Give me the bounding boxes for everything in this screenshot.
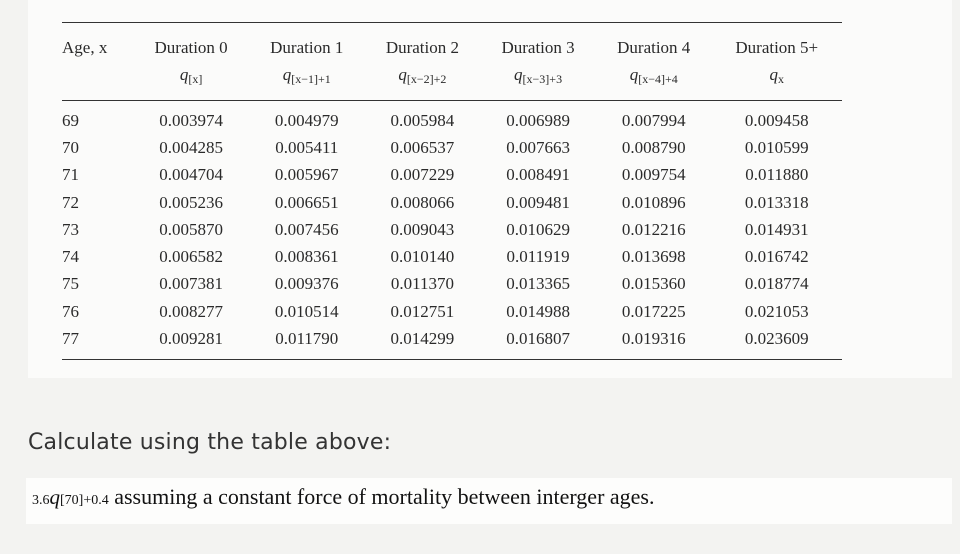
age-cell: 74 [62, 247, 79, 267]
rate-cell: 0.008790 [621, 137, 686, 157]
rate-cell: 0.014931 [744, 219, 809, 239]
rate-cell: 0.008277 [159, 301, 223, 321]
rate-cell: 0.012216 [621, 219, 686, 239]
rate-cell: 0.004979 [274, 110, 339, 130]
table-symbol-row [62, 62, 842, 101]
rate-cell: 0.023609 [712, 325, 842, 359]
rate-cell: 0.005870 [159, 219, 223, 239]
column-symbol [596, 62, 712, 101]
question-body: assuming a constant force of mortality between interger ages. [108, 484, 655, 509]
rate-cell: 0.007381 [159, 274, 223, 294]
rate-cell: 0.007456 [274, 219, 339, 239]
rate-cell: 0.010896 [621, 192, 686, 212]
rate-cell: 0.016742 [744, 247, 809, 267]
q-symbol: q [179, 65, 189, 84]
rate-cell: 0.018774 [744, 274, 809, 294]
table-row [62, 162, 842, 189]
column-symbol [365, 62, 481, 101]
table-row [62, 325, 842, 359]
rate-cell: 0.017225 [621, 301, 686, 321]
age-cell: 72 [62, 192, 79, 212]
q-symbol: q [514, 65, 523, 84]
column-symbol [249, 62, 365, 101]
rate-cell: 0.005984 [390, 110, 455, 130]
table-row [62, 243, 842, 270]
age-cell: 77 [62, 325, 133, 359]
rate-cell: 0.011880 [745, 165, 809, 185]
rate-cell: 0.014299 [365, 325, 481, 359]
table-row [62, 134, 842, 161]
rate-cell: 0.011790 [249, 325, 365, 359]
rate-cell: 0.005967 [274, 165, 339, 185]
rate-cell: 0.021053 [744, 301, 809, 321]
column-symbol [480, 62, 596, 101]
age-column-header: Age, x [62, 23, 133, 63]
rate-cell: 0.014988 [506, 301, 570, 321]
q-subscript: [x] [188, 72, 203, 86]
rate-cell: 0.008066 [390, 192, 455, 212]
rate-cell: 0.013318 [744, 192, 809, 212]
q-subscript: [x−3]+3 [522, 72, 563, 86]
rate-cell: 0.019316 [596, 325, 712, 359]
q-symbol: q [629, 65, 639, 84]
age-cell: 69 [62, 110, 79, 130]
rate-cell: 0.009754 [621, 165, 686, 185]
rate-cell: 0.013365 [506, 274, 570, 294]
rate-cell: 0.008491 [506, 165, 570, 185]
rate-cell: 0.013698 [621, 247, 686, 267]
rate-cell: 0.010140 [390, 247, 455, 267]
rate-cell: 0.005411 [275, 137, 339, 157]
table-row [62, 101, 842, 135]
q-symbol: q [398, 65, 407, 84]
table-row [62, 271, 842, 298]
select-mortality-table [62, 22, 842, 360]
rate-cell: 0.011370 [390, 274, 454, 294]
age-cell: 75 [62, 274, 79, 294]
table-row [62, 216, 842, 243]
age-cell: 70 [62, 137, 79, 157]
q-subscript: [x−4]+4 [638, 72, 678, 86]
rate-cell: 0.006989 [506, 110, 570, 130]
expr-prefix: 3.6 [32, 493, 50, 508]
table-body [62, 101, 842, 360]
age-cell: 76 [62, 301, 79, 321]
q-subscript: [x−2]+2 [406, 72, 447, 86]
age-cell: 73 [62, 219, 79, 239]
rate-cell: 0.010599 [744, 137, 809, 157]
column-header: Duration 5+ [712, 23, 842, 63]
rate-cell: 0.009043 [390, 219, 455, 239]
expr-subscript: [70]+0.4 [60, 493, 109, 508]
probability-expression [32, 485, 109, 509]
rate-cell: 0.012751 [390, 301, 455, 321]
table-row [62, 298, 842, 325]
table-header-row [62, 23, 842, 63]
rate-cell: 0.006651 [274, 192, 339, 212]
rate-cell: 0.004285 [159, 137, 223, 157]
column-symbol [133, 62, 249, 101]
rate-cell: 0.009376 [274, 274, 339, 294]
rate-cell: 0.010514 [274, 301, 339, 321]
column-symbol [712, 62, 842, 101]
empty-header-cell [62, 62, 133, 101]
rate-cell: 0.005236 [159, 192, 223, 212]
question-box [26, 478, 952, 524]
rate-cell: 0.006537 [390, 137, 455, 157]
rate-cell: 0.010629 [506, 219, 570, 239]
q-subscript: x [778, 72, 785, 86]
rate-cell: 0.009458 [744, 110, 809, 130]
rate-cell: 0.009281 [133, 325, 249, 359]
rate-cell: 0.003974 [159, 110, 223, 130]
column-header: Duration 3 [480, 23, 596, 63]
column-header: Duration 0 [133, 23, 249, 63]
instruction-text: Calculate using the table above: [28, 430, 392, 455]
rate-cell: 0.009481 [506, 192, 570, 212]
rate-cell: 0.008361 [274, 247, 339, 267]
q-subscript: [x−1]+1 [291, 72, 331, 86]
rate-cell: 0.006582 [159, 247, 223, 267]
rate-cell: 0.007663 [506, 137, 570, 157]
rate-cell: 0.007229 [390, 165, 455, 185]
question-text [32, 484, 654, 510]
rate-cell: 0.016807 [480, 325, 596, 359]
rate-cell: 0.007994 [621, 110, 686, 130]
q-symbol: q [769, 65, 779, 84]
expr-symbol: q [49, 485, 60, 509]
column-header: Duration 1 [249, 23, 365, 63]
q-symbol: q [282, 65, 292, 84]
rate-cell: 0.011919 [506, 247, 570, 267]
age-cell: 71 [62, 165, 79, 185]
table-row [62, 189, 842, 216]
column-header: Duration 2 [365, 23, 481, 63]
rate-cell: 0.015360 [621, 274, 686, 294]
mortality-table-card [28, 0, 952, 378]
rate-cell: 0.004704 [159, 165, 223, 185]
column-header: Duration 4 [596, 23, 712, 63]
